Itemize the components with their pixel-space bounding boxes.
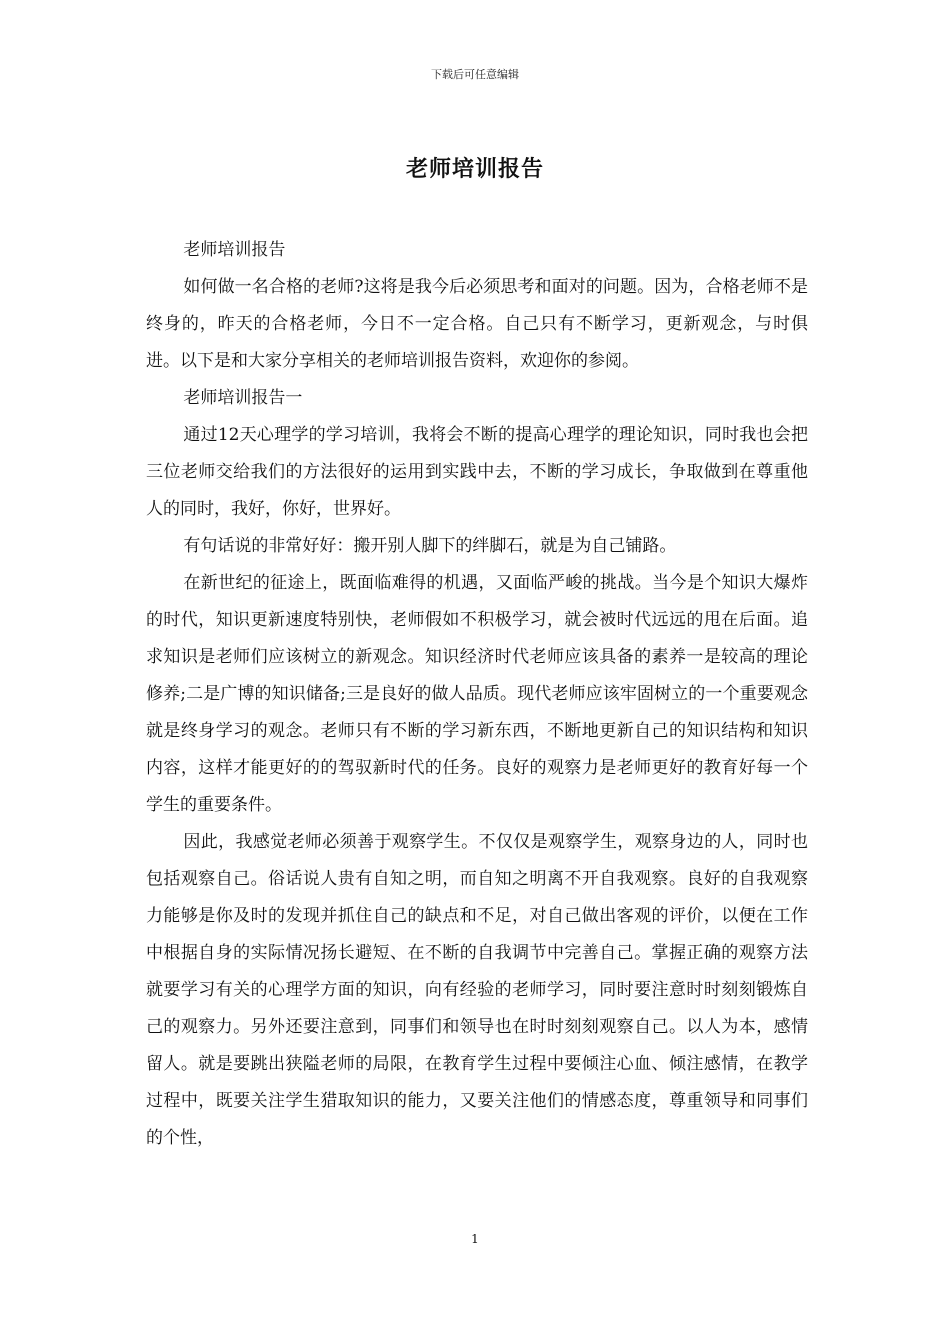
paragraph: 通过12天心理学的学习培训，我将会不断的提高心理学的理论知识，同时我也会把三位老师交给我们的方法很好的运用到实践中去，不断的学习成长，争取做到在尊重他人的同时，我好，你好，世界好。 <box>146 425 808 519</box>
paragraph-intro: 如何做一名合格的老师?这将是我今后必须思考和面对的问题。因为，合格老师不是终身的，昨天的合格老师，今日不一定合格。自己只有不断学习，更新观念，与时俱进。以下是和大家分享相关的老师培训报告资料，欢迎你的参阅。 <box>146 277 808 371</box>
paragraph-subtitle: 老师培训报告 <box>183 240 286 260</box>
paragraph: 有句话说的非常好好：搬开别人脚下的绊脚石，就是为自己铺路。 <box>183 536 677 556</box>
document-title: 老师培训报告 <box>405 156 544 182</box>
page-number: 1 <box>471 1232 479 1246</box>
paragraph: 在新世纪的征途上，既面临难得的机遇，又面临严峻的挑战。当今是个知识大爆炸的时代，知识更新速度特别快，老师假如不积极学习，就会被时代远远的甩在后面。追求知识是老师们应该树立的新观念。知识经济时代老师应该具备的素养一是较高的理论修养;二是广博的知识储备;三是良好的做人品质。现代老师应该牢固树立的一个重要观念就是终身学习的观念。老师只有不断的学习新东西，不断地更新自己的知识结构和知识内容，这样才能更好的的驾驭新时代的任务。良好的观察力是老师更好的教育好每一个学生的重要条件。 <box>146 573 808 815</box>
paragraph: 因此，我感觉老师必须善于观察学生。不仅仅是观察学生，观察身边的人，同时也包括观察自己。俗话说人贵有自知之明，而自知之明离不开自我观察。良好的自我观察力能够是你及时的发现并抓住自己的缺点和不足，对自己做出客观的评价，以便在工作中根据自身的实际情况扬长避短、在不断的自我调节中完善自己。掌握正确的观察方法就要学习有关的心理学方面的知识，向有经验的老师学习，同时要注意时时刻刻锻炼自己的观察力。另外还要注意到，同事们和领导也在时时刻刻观察自己。以人为本，感情留人。就是要跳出狭隘老师的局限，在教育学生过程中要倾注心血、倾注感情，在教学过程中，既要关注学生猎取知识的能力，又要关注他们的情感态度，尊重领导和同事们的个性， <box>146 832 808 1148</box>
paragraph-section-heading: 老师培训报告一 <box>183 388 303 408</box>
document-body <box>146 232 808 1157</box>
header-note: 下载后可任意编辑 <box>431 68 519 81</box>
